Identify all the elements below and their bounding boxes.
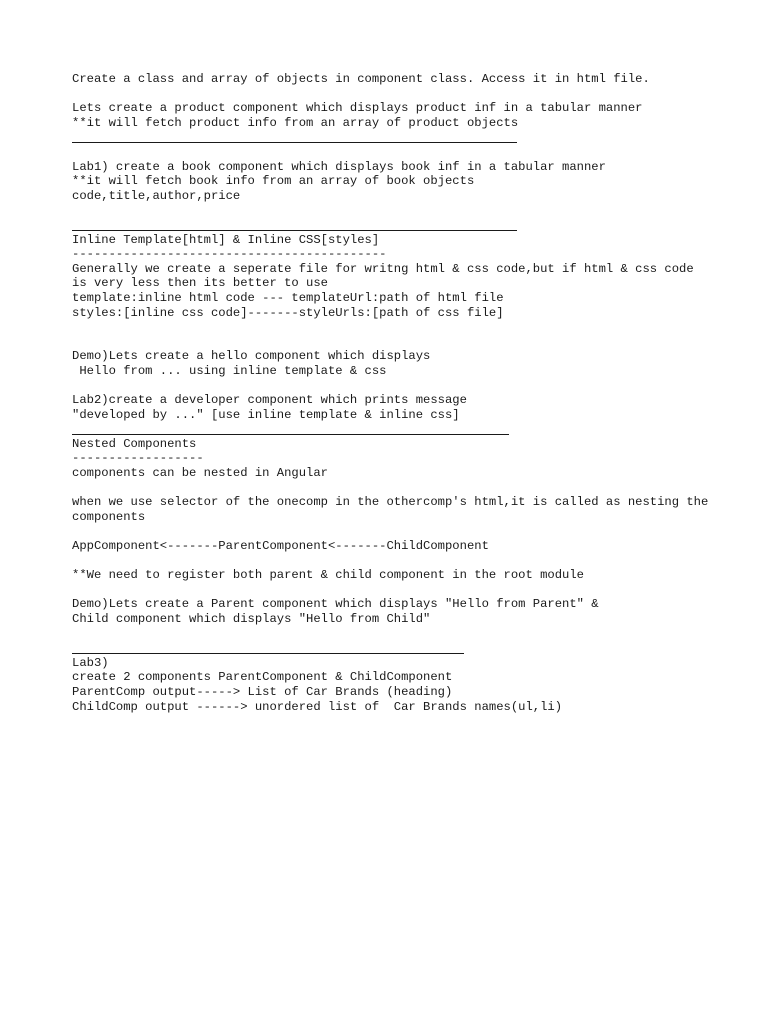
horizontal-rule (72, 130, 712, 145)
text-line: Hello from ... using inline template & css (72, 363, 387, 378)
horizontal-rule (72, 422, 712, 437)
blank-line (72, 335, 712, 350)
text-line: Demo)Lets create a hello component which displays (72, 349, 431, 364)
blank-line (72, 378, 712, 393)
blank-line (72, 627, 712, 642)
blank-line (72, 481, 712, 496)
text-line: **We need to register both parent & child component in the root module (72, 568, 584, 583)
blank-line (72, 583, 712, 598)
blank-line (72, 203, 712, 218)
section-heading: Inline Template[html] & Inline CSS[styles] (72, 232, 380, 247)
blank-line (72, 320, 712, 335)
text-line: code,title,author,price (72, 188, 241, 203)
text-line: **it will fetch product info from an array of product objects (72, 115, 519, 130)
text-line: Demo)Lets create a Parent component which displays "Hello from Parent" & (72, 597, 599, 612)
text-line: **it will fetch book info from an array of book objects (72, 174, 475, 189)
text-line: ChildComp output ------> unordered list of Car Brands names(ul,li) (72, 699, 563, 714)
text-line: styles:[inline css code]-------styleUrls:[path of css file] (72, 305, 504, 320)
text-line: Generally we create a seperate file for writng html & css code,but if html & css code is very less then its better to use (72, 261, 701, 291)
section-heading: Nested Components (72, 436, 197, 451)
text-line: template:inline html code --- templateUrl:path of html file (72, 290, 504, 305)
text-line: when we use selector of the onecomp in the othercomp's html,it is called as nesting the components (72, 495, 716, 524)
horizontal-rule (72, 218, 712, 233)
dashed-underline: ------------------ (72, 451, 204, 466)
text-line: Lab1) create a book component which displays book inf in a tabular manner (72, 159, 606, 174)
text-line: Lab3) (72, 655, 109, 670)
text-line: "developed by ..." [use inline template & inline css] (72, 407, 460, 422)
blank-line (72, 145, 712, 160)
blank-line (72, 87, 712, 102)
text-line: Create a class and array of objects in component class. Access it in html file. (72, 72, 650, 86)
blank-line (72, 554, 712, 569)
dashed-underline: ------------------------------------------- (72, 247, 387, 262)
horizontal-rule (72, 641, 712, 656)
document-body (72, 72, 716, 714)
blank-line (72, 524, 712, 539)
text-line: Lab2)create a developer component which prints message (72, 393, 467, 408)
text-line: components can be nested in Angular (72, 466, 328, 481)
text-line: create 2 components ParentComponent & ChildComponent (72, 670, 453, 685)
text-line: Lets create a product component which displays product inf in a tabular manner (72, 101, 643, 116)
text-line: Child component which displays "Hello from Child" (72, 611, 431, 626)
text-line: ParentComp output-----> List of Car Brands (heading) (72, 684, 453, 699)
text-line: AppComponent<-------ParentComponent<-------ChildComponent (72, 539, 489, 553)
